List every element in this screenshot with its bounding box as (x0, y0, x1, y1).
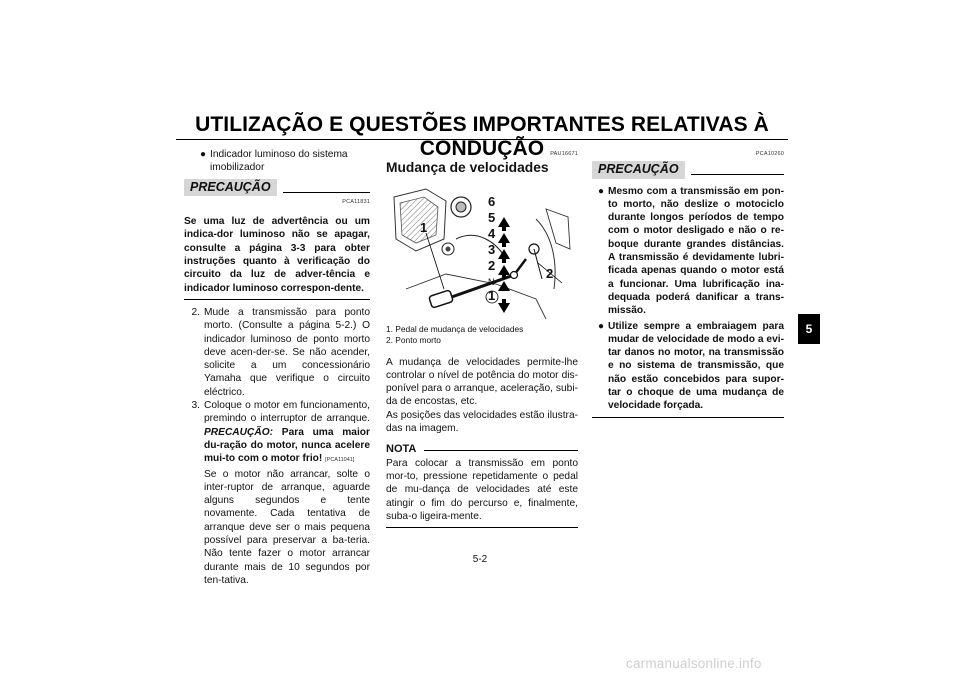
precaution-code: PCA11831 (342, 198, 370, 205)
note-end-rule (386, 527, 578, 528)
step-body (204, 399, 370, 587)
chapter-tab: 5 (798, 314, 820, 344)
title-rule (176, 139, 788, 140)
list-item (598, 185, 784, 318)
step-text: Coloque o motor em funcionamento, premindo o interruptor de arranque. (204, 400, 370, 425)
note-rule (424, 450, 578, 451)
precaution-badge: PRECAUÇÃO (592, 161, 685, 178)
gear-label-3: 3 (488, 241, 496, 257)
inline-caution-code: [PCA11041] (325, 457, 355, 464)
precaution-header (184, 179, 370, 196)
list-item (598, 320, 784, 413)
step-item (184, 399, 370, 587)
paragraph: As posições das velocidades estão ilustra-das na imagem. (386, 409, 578, 435)
precaution-badge: PRECAUÇÃO (184, 179, 277, 196)
column-1 (184, 148, 370, 587)
precaution-end-rule (592, 417, 784, 418)
bullet-text: Indicador luminoso do sistema imobilizador (210, 149, 348, 174)
gear-shift-illustration (386, 179, 578, 321)
step-text: Mude a transmissão para ponto morto. (Consulte a página 5-2.) O indicador luminoso de ponto morto deve acen-der-se. Se não acender, solicite a um concessionário Yamaha que verifique o circuito eléctrico. (204, 306, 370, 398)
precaution-code: PCA10260 (755, 151, 784, 157)
step-number: 2. (191, 306, 200, 318)
page-title: UTILIZAÇÃO E QUESTÕES IMPORTANTES RELATIVAS À CONDUÇÃO (195, 113, 769, 160)
gear-label-1: 1 (488, 287, 496, 303)
section-code: PAU16671 (550, 151, 578, 157)
step-after-text: Se o motor não arrancar, solte o inter-ruptor de arranque, aguarde alguns segundos e tente novamente. Cada tentativa de arranque deve ser o mais pequena possível para preservar a ba-teria. Não tente fazer o motor arrancar durante mais de 10 segundos por ten-tativa. (204, 468, 370, 586)
page-number: 5-2 (472, 554, 488, 565)
note-header (386, 443, 578, 456)
figure-caption (386, 324, 578, 346)
gear-label-2: 2 (488, 257, 496, 273)
precaution-rule (283, 192, 370, 193)
gear-shift-figure (386, 179, 578, 321)
gear-label-5: 5 (488, 209, 496, 225)
note-text: Para colocar a transmissão em ponto mor-to, pressione repetidamente o pedal de mu-dança de velocidades até este atingir o fim do percurso e, finalmente, suba-o ligeira-mente. (386, 457, 578, 522)
column-2 (386, 148, 578, 528)
callout-2: 2 (546, 265, 554, 281)
paragraph: A mudança de velocidades permite-lhe controlar o nível de potência do motor dis-ponível para o arranque, aceleração, subi-da de encostas, etc. (386, 356, 578, 408)
bullet-text: Utilize sempre a embraiagem para mudar de velocidade de modo a evi-tar danos no motor, na transmissão e no sistema de transmissão, que não estão concebidos para supor-tar o choque de uma mudança de velocidade forçada. (608, 320, 784, 412)
caption-item: 1. Pedal de mudança de velocidades (386, 323, 524, 334)
note-label: NOTA (386, 443, 417, 456)
bullet-icon: ● (598, 320, 605, 332)
column-3 (592, 148, 784, 418)
callout-1: 1 (420, 219, 428, 235)
precaution-header (592, 161, 784, 178)
step-number: 3. (191, 400, 200, 412)
bullet-text: Mesmo com a transmissão em pon-to morto, não deslize o motociclo durante longos períodos de tempo com o motor desligado e não o re-boque durante grandes distâncias. A transmissão é devidamente lubri-ficada apenas quando o motor está a funcionar. Uma lubrificação ina-dequada poderá danificar a trans-missão. (608, 185, 784, 317)
step-item (184, 306, 370, 399)
steps-list (184, 306, 370, 587)
precaution-text: Se uma luz de advertência ou um indica-dor luminoso não se apagar, consulte a página 3-3 para obter instruções quanto à verificação do circuito da luz de adver-tência e indicador luminoso correspon-dente. (184, 216, 370, 294)
precaution-end-rule (184, 299, 370, 300)
precaution-bullets (592, 185, 784, 413)
precaution-rule (691, 174, 784, 175)
bullet-icon: ● (200, 149, 207, 160)
watermark: carmanualsonline.info (626, 656, 762, 671)
bullet-icon: ● (598, 185, 605, 197)
list-item (200, 148, 370, 175)
inline-caution-text: Para uma maior du-ração do motor, nunca acelere mui-to com o motor frio! (204, 426, 370, 465)
gear-label-6: 6 (488, 193, 496, 209)
gear-label-4: 4 (488, 225, 496, 241)
inline-caution-label: PRECAUÇÃO: (204, 426, 274, 438)
section-title: Mudança de velocidades (386, 160, 549, 176)
caption-item: 2. Ponto morto (386, 334, 441, 345)
gear-label-neutral: N (488, 276, 495, 287)
